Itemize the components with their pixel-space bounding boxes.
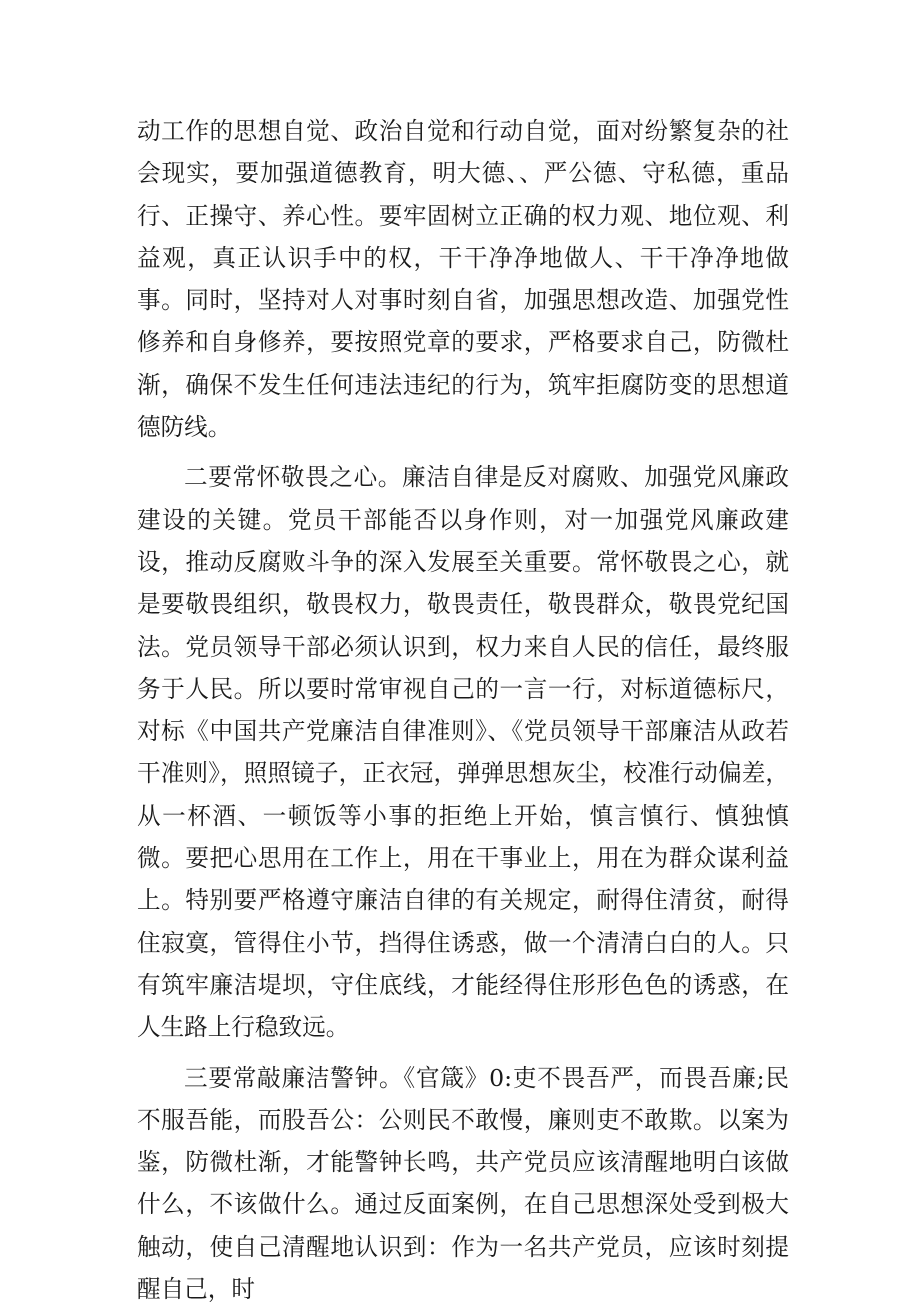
document-body — [137, 110, 789, 1310]
paragraph-3: 三要常敲廉洁警钟。《官箴》0:吏不畏吾严，而畏吾廉;民不服吾能，而股吾公：公则民不敢慢，廉则吏不敢欺。以案为鉴，防微杜渐，才能警钟长鸣，共产党员应该清醒地明白该做什么，不该做什么。通过反面案例，在自己思想深处受到极大触动，使自己清醒地认识到：作为一名共产党员，应该时刻提醒自己，时 — [137, 1063, 789, 1304]
paragraph-1: 动工作的思想自觉、政治自觉和行动自觉，面对纷繁复杂的社会现实，要加强道德教育，明大德、、严公德、守私德，重品行、正操守、养心性。要牢固树立正确的权力观、地位观、利益观，真正认识手中的权，干干净净地做人、干干净净地做事。同时，坚持对人对事时刻自省，加强思想改造、加强党性修养和自身修养，要按照党章的要求，严格要求自己，防微杜渐，确保不发生任何违法违纪的行为，筑牢拒腐防变的思想道德防线。 — [137, 117, 789, 442]
paragraph-2: 二要常怀敬畏之心。廉洁自律是反对腐败、加强党风廉政建设的关键。党员干部能否以身作则，对一加强党风廉政建设，推动反腐败斗争的深入发展至关重要。常怀敬畏之心，就是要敬畏组织，敬畏权力，敬畏责任，敬畏群众，敬畏党纪国法。党员领导干部必须认识到，权力来自人民的信任，最终服务于人民。所以要时常审视自己的一言一行，对标道德标尺，对标《中国共产党廉洁自律准则》、《党员领导干部廉洁从政若干准则》，照照镜子，正衣冠，弹弹思想灰尘，校准行动偏差，从一杯酒、一顿饭等小事的拒绝上开始，慎言慎行、慎独慎微。要把心思用在工作上，用在干事业上，用在为群众谋利益上。特别要严格遵守廉洁自律的有关规定，耐得住清贫，耐得住寂寞，管得住小节，挡得住诱惑，做一个清清白白的人。只有筑牢廉洁堤坝，守住底线，才能经得住形形色色的诱惑，在人生路上行稳致远。 — [137, 463, 789, 1042]
